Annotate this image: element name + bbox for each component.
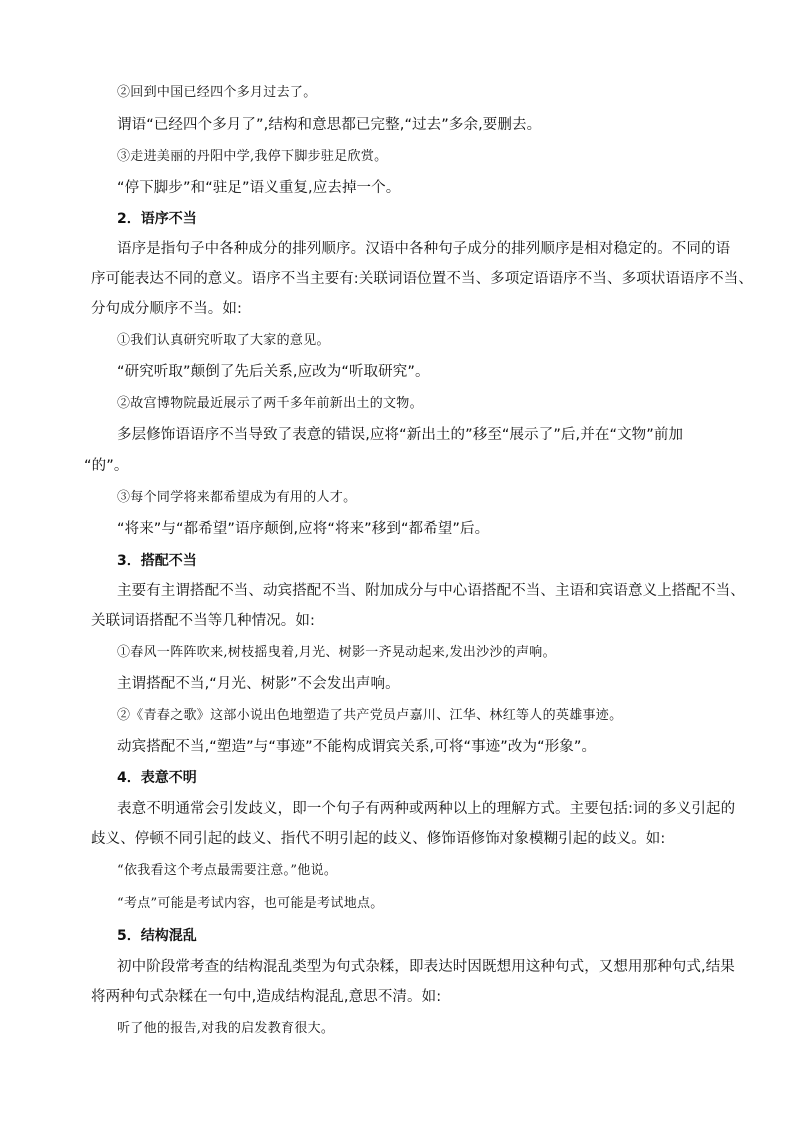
paragraph-line: 歧义、停顿不同引起的歧义、指代不明引起的歧义、修饰语修饰对象模糊引起的歧义。如: — [91, 831, 666, 847]
explanation-text: 多层修饰语语序不当导致了表意的错误,应将“新出土的”移至“展示了”后,并在“文物”前加 — [117, 427, 684, 443]
explanation-text: 谓语“已经四个多月了”,结构和意思都已完整,“过去”多余,要删去。 — [117, 117, 542, 133]
explanation-text: “的”。 — [84, 458, 129, 474]
example-sentence: 听了他的报告,对我的启发教育很大。 — [117, 1021, 335, 1036]
paragraph-line: 初中阶段常考查的结构混乱类型为句式杂糅，即表达时因既想用这种句式，又想用那种句式,结果 — [117, 959, 735, 975]
paragraph-line: 表意不明通常会引发歧义，即一个句子有两种或两种以上的理解方式。主要包括:词的多义引起的 — [117, 801, 736, 817]
explanation-text: “研究听取”颠倒了先后关系,应改为“听取研究”。 — [117, 364, 430, 380]
example-sentence: ①我们认真研究听取了大家的意见。 — [117, 333, 330, 348]
section-heading: 3．搭配不当 — [117, 553, 197, 569]
section-heading: 4．表意不明 — [117, 770, 197, 786]
section-heading: 5．结构混乱 — [117, 928, 197, 944]
paragraph-line: 序可能表达不同的意义。语序不当主要有:关联词语位置不当、多项定语语序不当、多项状语语序不当、 — [91, 271, 753, 287]
paragraph-line: 语序是指句子中各种成分的排列顺序。汉语中各种句子成分的排列顺序是相对稳定的。不同的语 — [117, 241, 731, 257]
explanation-text: 主谓搭配不当,“月光、树影”不会发出声响。 — [117, 676, 400, 692]
paragraph-line: 分句成分顺序不当。如: — [91, 301, 242, 317]
explanation-text: “停下脚步”和“驻足”语义重复,应去掉一个。 — [117, 180, 401, 196]
paragraph-line: 主要有主谓搭配不当、动宾搭配不当、附加成分与中心语搭配不当、主语和宾语意义上搭配不当、 — [117, 583, 745, 599]
example-sentence: “依我看这个考点最需要注意。”他说。 — [117, 863, 338, 878]
example-sentence: ②回到中国已经四个多月过去了。 — [117, 85, 317, 100]
example-sentence: ③每个同学将来都希望成为有用的人才。 — [117, 490, 357, 505]
example-sentence: ①春风一阵阵吹来,树枝摇曳着,月光、树影一齐晃动起来,发出沙沙的声响。 — [117, 645, 556, 660]
paragraph-line: 将两种句式杂糅在一句中,造成结构混乱,意思不清。如: — [91, 989, 442, 1005]
example-sentence: ②故宫博物院最近展示了两千多年前新出土的文物。 — [117, 396, 423, 411]
explanation-text: “考点”可能是考试内容，也可能是考试地点。 — [117, 896, 384, 911]
section-heading: 2．语序不当 — [117, 211, 197, 227]
example-sentence: ③走进美丽的丹阳中学,我停下脚步驻足欣赏。 — [117, 149, 388, 164]
explanation-text: 动宾搭配不当,“塑造”与“事迹”不能构成谓宾关系,可将“事迹”改为“形象”。 — [117, 739, 597, 755]
example-sentence: ②《青春之歌》这部小说出色地塑造了共产党员卢嘉川、江华、林红等人的英雄事迹。 — [117, 708, 623, 723]
explanation-text: “将来”与“都希望”语序颠倒,应将“将来”移到“都希望”后。 — [117, 521, 490, 537]
paragraph-line: 关联词语搭配不当等几种情况。如: — [91, 613, 315, 629]
